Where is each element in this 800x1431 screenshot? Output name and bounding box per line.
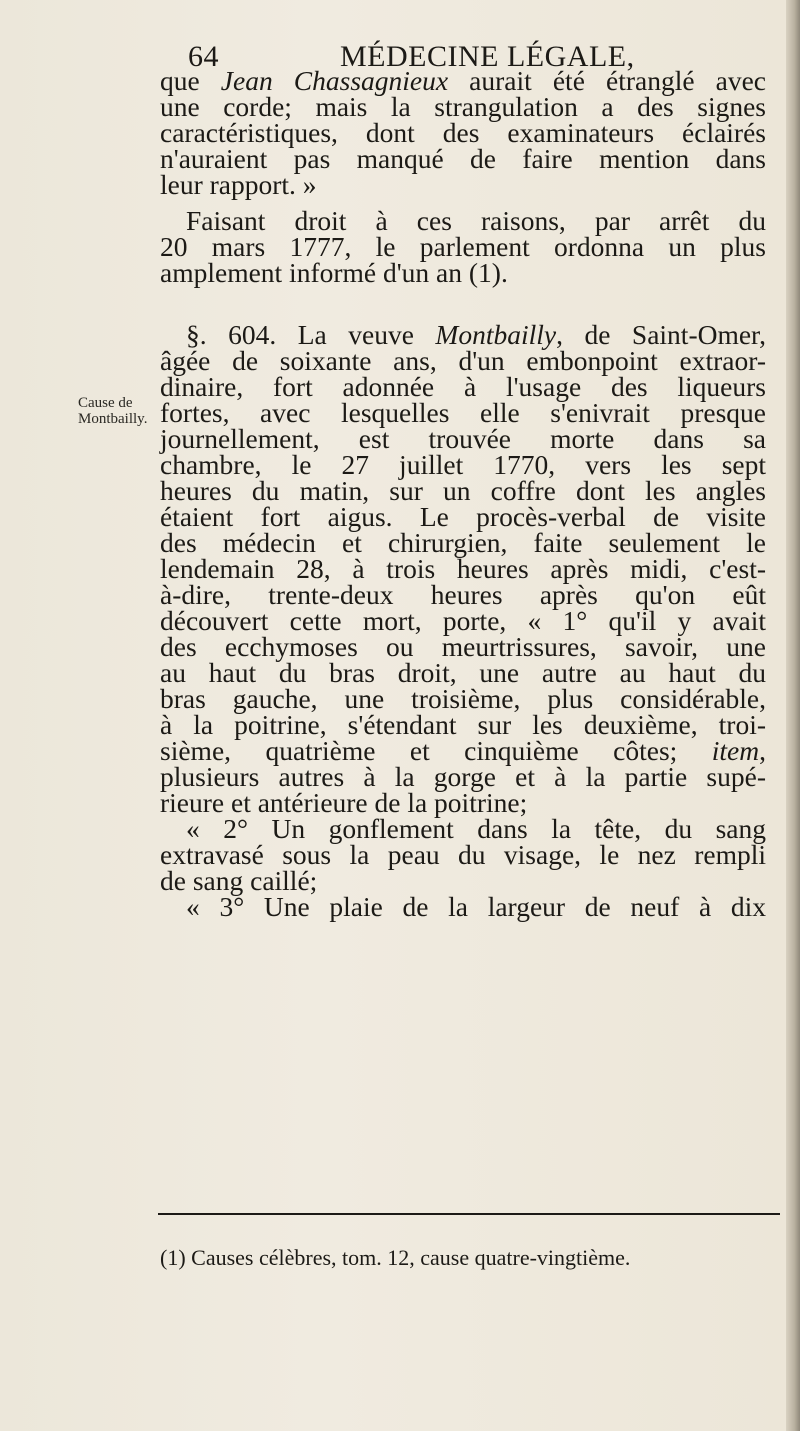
text-line: journellement, est trouvée morte dans sa: [160, 423, 766, 454]
margin-note-line: Montbailly.: [78, 411, 148, 427]
page-edge: [786, 0, 800, 1431]
text-line: chambre, le 27 juillet 1770, vers les sept: [160, 449, 766, 480]
text-line: des médecin et chirurgien, faite seulement le: [160, 527, 766, 558]
text-line: bras gauche, une troisième, plus considérable,: [160, 683, 766, 714]
text-line: plusieurs autres à la gorge et à la partie supé-: [160, 761, 766, 792]
page-number: 64: [188, 40, 219, 73]
text-line: à la poitrine, s'étendant sur les deuxième, troi-: [160, 709, 766, 740]
text-line: extravasé sous la peau du visage, le nez rempli: [160, 839, 766, 870]
footnote-rule: [158, 1213, 780, 1215]
text-line: fortes, avec lesquelles elle s'enivrait presque: [160, 397, 766, 428]
margin-note: [78, 395, 158, 427]
text-line: lendemain 28, à trois heures après midi, c'est-: [160, 553, 766, 584]
text-line: caractéristiques, dont des examinateurs éclairés: [160, 117, 766, 148]
running-head-title: MÉDECINE LÉGALE,: [340, 40, 635, 73]
text-line: au haut du bras droit, une autre au haut du: [160, 657, 766, 688]
text-line: étaient fort aigus. Le procès-verbal de visite: [160, 501, 766, 532]
text-line: 20 mars 1777, le parlement ordonna un plus: [160, 231, 766, 262]
text-line: des ecchymoses ou meurtrissures, savoir, une: [160, 631, 766, 662]
text-line: leur rapport. »: [160, 169, 317, 200]
text-line: à-dire, trente-deux heures après qu'on eût: [160, 579, 766, 610]
text-line: §. 604. La veuve Montbailly, de Saint-Omer,: [186, 319, 766, 350]
text-line: âgée de soixante ans, d'un embonpoint extraor-: [160, 345, 766, 376]
text-line: Faisant droit à ces raisons, par arrêt du: [186, 205, 766, 236]
text-line: que Jean Chassagnieux aurait été étranglé avec: [160, 65, 766, 96]
text-line: de sang caillé;: [160, 865, 318, 896]
text-line: heures du matin, sur un coffre dont les angles: [160, 475, 766, 506]
text-line: une corde; mais la strangulation a des signes: [160, 91, 766, 122]
text-line: « 2° Un gonflement dans la tête, du sang: [186, 813, 766, 844]
text-line: découvert cette mort, porte, « 1° qu'il y avait: [160, 605, 766, 636]
text-line: rieure et antérieure de la poitrine;: [160, 787, 528, 818]
margin-note-line: Cause de: [78, 395, 133, 411]
footnote: (1) Causes célèbres, tom. 12, cause quatre-vingtième.: [160, 1245, 631, 1270]
text-line: « 3° Une plaie de la largeur de neuf à dix: [186, 891, 766, 922]
body-text: [160, 65, 766, 922]
text-line: amplement informé d'un an (1).: [160, 257, 508, 288]
text-line: n'auraient pas manqué de faire mention dans: [160, 143, 766, 174]
text-line: dinaire, fort adonnée à l'usage des liqueurs: [160, 371, 766, 402]
text-line: sième, quatrième et cinquième côtes; item,: [160, 735, 766, 766]
